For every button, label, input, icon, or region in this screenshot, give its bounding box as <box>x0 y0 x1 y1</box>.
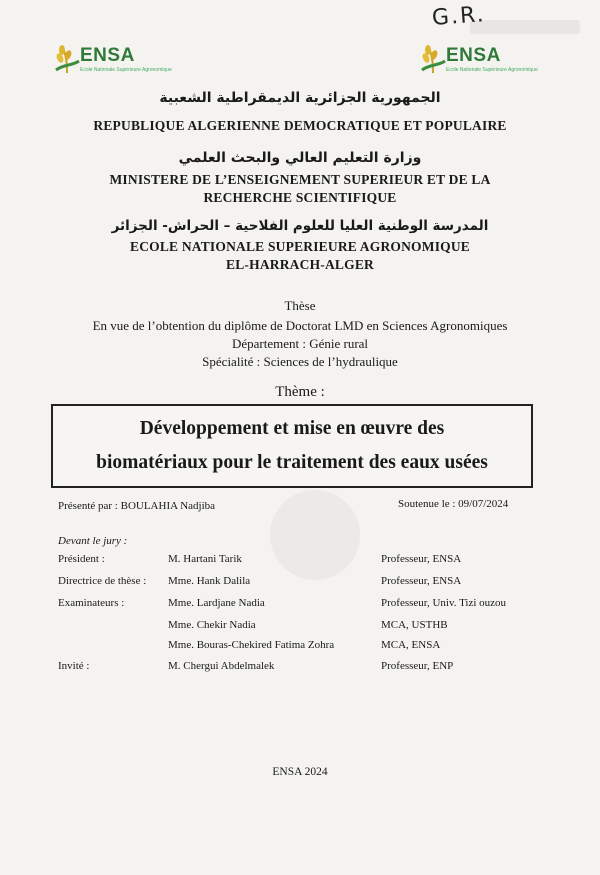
handwritten-note: G.R. <box>431 2 487 31</box>
jury-name: M. Hartani Tarik <box>168 553 242 565</box>
logo-wordmark: ENSA <box>80 45 135 66</box>
jury-title: Professeur, Univ. Tizi ouzou <box>381 597 507 609</box>
thesis-title-box <box>51 404 533 488</box>
jury-member-row <box>0 597 600 613</box>
jury-title: MCA, USTHB <box>381 619 448 631</box>
jury-name: M. Chergui Abdelmalek <box>168 660 275 672</box>
school-french-line-1: ECOLE NATIONALE SUPERIEURE AGRONOMIQUE <box>129 239 471 254</box>
jury-role: Président : <box>58 553 105 565</box>
thesis-title-line-1: Développement et mise en œuvre des <box>139 418 445 439</box>
thesis-label: Thèse <box>284 298 316 313</box>
jury-title: MCA, ENSA <box>381 639 441 651</box>
ministry-french-line-1: MINISTERE DE L’ENSEIGNEMENT SUPERIEUR ET DE LA <box>109 172 491 187</box>
republic-arabic: الجمهورية الجزائرية الديمقراطية الشعبية <box>159 90 441 106</box>
jury-title: Professeur, ENP <box>381 660 454 672</box>
jury-role: Invité : <box>58 660 90 672</box>
ensa-logo-left <box>54 44 172 74</box>
thesis-purpose: En vue de l’obtention du diplôme de Doctorat LMD en Sciences Agronomiques <box>92 318 508 333</box>
defense-date: Soutenue le : 09/07/2024 <box>398 498 509 510</box>
ensa-logo-right <box>420 44 538 74</box>
theme-label: Thème : <box>275 384 325 400</box>
jury-member-row <box>0 575 600 591</box>
jury-name: Mme. Chekir Nadia <box>168 619 256 631</box>
logo-wordmark: ENSA <box>446 45 501 66</box>
jury-title: Professeur, ENSA <box>381 553 462 565</box>
thesis-title-line-2: biomatériaux pour le traitement des eaux usées <box>96 452 488 473</box>
ministry-arabic: وزارة التعليم العالي والبحث العلمي <box>178 150 422 166</box>
ministry-french-line-2: RECHERCHE SCIENTIFIQUE <box>203 190 397 205</box>
jury-title: Professeur, ENSA <box>381 575 462 587</box>
school-arabic: المدرسة الوطنية العليا للعلوم الفلاحية – الحراش- الجزائر <box>111 218 489 234</box>
logo-subtitle: Ecole Nationale Supérieure Agronomique <box>80 67 172 73</box>
jury-role: Directrice de thèse : <box>58 575 147 587</box>
presented-by: Présenté par : BOULAHIA Nadjiba <box>58 500 216 512</box>
jury-member-row <box>0 619 600 635</box>
jury-name: Mme. Hank Dalila <box>168 575 251 587</box>
wheat-icon <box>420 44 446 74</box>
jury-role: Examinateurs : <box>58 597 125 609</box>
thesis-specialty: Spécialité : Sciences de l’hydraulique <box>202 354 398 369</box>
thesis-department: Département : Génie rural <box>231 336 369 351</box>
republic-french: REPUBLIQUE ALGERIENNE DEMOCRATIQUE ET POPULAIRE <box>93 118 507 133</box>
jury-member-row <box>0 639 600 655</box>
jury-name: Mme. Lardjane Nadia <box>168 597 265 609</box>
jury-member-row <box>0 660 600 676</box>
jury-name: Mme. Bouras-Chekired Fatima Zohra <box>168 639 335 651</box>
footer-place-year: ENSA 2024 <box>272 766 328 778</box>
wheat-icon <box>54 44 80 74</box>
school-french-line-2: EL-HARRACH-ALGER <box>226 257 374 272</box>
jury-member-row <box>0 553 600 569</box>
logo-subtitle: Ecole Nationale Supérieure Agronomique <box>446 67 538 73</box>
jury-heading: Devant le jury : <box>58 535 128 547</box>
